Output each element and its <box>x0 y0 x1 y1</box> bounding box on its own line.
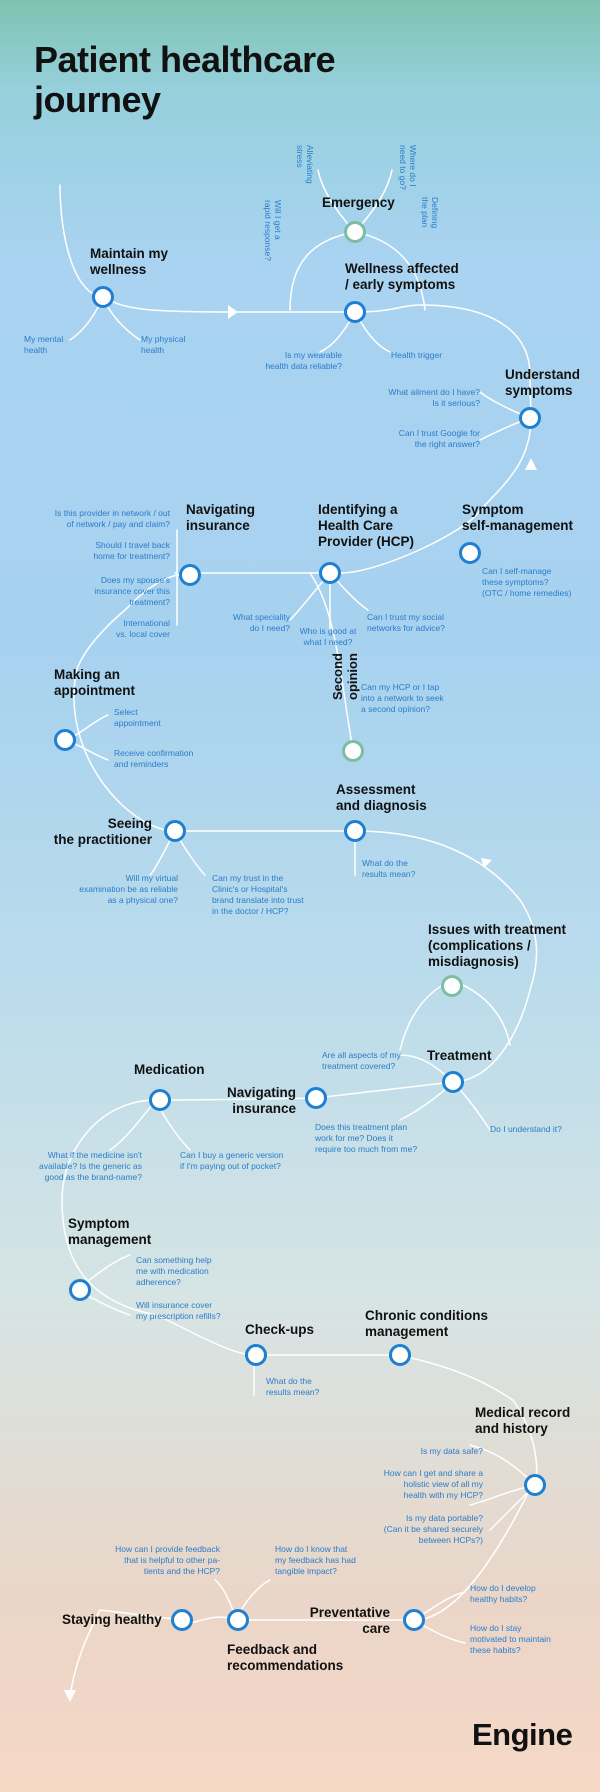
question-health-trigger: Health trigger <box>391 350 443 360</box>
question-need-to-go: Where do I need to go? <box>398 145 418 190</box>
question-refills: Will insurance cover my prescription refills? <box>136 1300 221 1321</box>
stage-feedback-label: Feedback and recommendations <box>227 1642 344 1673</box>
question-second-opinion: Can my HCP or I tap into a network to seek a second opinion? <box>361 682 444 714</box>
question-in-network: Is this provider in network / out of network / pay and claim? <box>54 508 170 529</box>
node-seeing <box>164 820 186 842</box>
node-maintain <box>92 286 114 308</box>
node-medical-record <box>524 1474 546 1496</box>
question-motivated: How do I stay motivated to maintain these habits? <box>470 1623 551 1655</box>
question-self-manage: Can I self-manage these symptoms? (OTC / home remedies) <box>482 566 572 598</box>
stage-identify-hcp-label: Identifying a Health Care Provider (HCP) <box>318 502 415 549</box>
question-medicine: What if the medicine isn't available? Is the generic as good as the brand-name? <box>38 1150 142 1182</box>
node-treatment <box>442 1071 464 1093</box>
question-data-safe: Is my data safe? <box>420 1446 483 1456</box>
insurance-q-branch <box>175 530 177 625</box>
question-trust-brand: Can my trust in the Clinic's or Hospital's brand translate into trust in the doctor / HCP? <box>212 873 304 916</box>
node-medication <box>149 1089 171 1111</box>
treatment-q-branch <box>400 1055 490 1130</box>
question-aspects: Are all aspects of my treatment covered? <box>322 1050 401 1071</box>
question-generic: Can I buy a generic version if I'm paying out of pocket? <box>180 1150 284 1171</box>
node-staying <box>171 1609 193 1631</box>
node-understand <box>519 407 541 429</box>
direction-arrow-3 <box>481 858 492 868</box>
question-confirmation: Receive confirmation and reminders <box>114 748 194 769</box>
stage-checkups-label: Check-ups <box>245 1322 315 1337</box>
direction-arrow-1 <box>228 305 238 319</box>
question-portable: Is my data portable? (Can it be shared securely between HCPs?) <box>383 1513 483 1545</box>
node-nav-insurance-1 <box>179 564 201 586</box>
question-speciality: What speciality do I need? <box>232 612 290 633</box>
question-habits: How do I develop healthy habits? <box>470 1583 536 1604</box>
stage-symptom-self-label: Symptom self-management <box>462 502 574 533</box>
node-feedback <box>227 1609 249 1631</box>
node-emergency <box>344 221 366 243</box>
question-google: Can I trust Google for the right answer? <box>398 428 480 449</box>
question-travel-back: Should I travel back home for treatment? <box>93 540 170 561</box>
stage-chronic-label: Chronic conditions management <box>365 1308 488 1339</box>
node-chronic <box>389 1344 411 1366</box>
node-symptom-self <box>459 542 481 564</box>
stage-emergency-label: Emergency <box>322 195 395 210</box>
question-international: International vs. local cover <box>116 618 170 639</box>
question-physical: My physical health <box>141 334 186 355</box>
question-feedback-help: How can I provide feedback that is helpful to other pa- tients and the HCP? <box>115 1544 220 1576</box>
stage-preventative-label: Preventative care <box>309 1605 390 1636</box>
stage-seeing-label: Seeing the practitioner <box>53 816 152 847</box>
question-understand-it: Do I understand it? <box>490 1124 562 1134</box>
question-alleviating: Alleviating stress <box>295 145 315 184</box>
question-defining: Defining the plan <box>420 197 440 229</box>
node-wellness-affected <box>344 301 366 323</box>
stage-medical-record-label: Medical record and history <box>475 1405 571 1436</box>
question-social: Can I trust my social networks for advice? <box>367 612 445 633</box>
node-issues <box>441 975 463 997</box>
question-rapid: Will I get a rapid response? <box>263 200 283 261</box>
stage-treatment-label: Treatment <box>427 1048 492 1063</box>
question-virtual: Will my virtual examination be as reliable as a physical one? <box>79 873 178 905</box>
node-second-opinion <box>342 740 364 762</box>
stage-issues-label: Issues with treatment (complications / misdiagnosis) <box>428 922 567 969</box>
node-checkups <box>245 1344 267 1366</box>
stage-understand-label: Understand symptoms <box>505 367 581 398</box>
node-appointment <box>54 729 76 751</box>
question-spouse: Does my spouse's insurance cover this treatment? <box>94 575 170 607</box>
question-wearable: Is my wearable health data reliable? <box>265 350 342 371</box>
stage-assessment-label: Assessment and diagnosis <box>336 782 427 813</box>
question-mental: My mental health <box>24 334 64 355</box>
stage-staying-label: Staying healthy <box>62 1612 162 1627</box>
stage-maintain-label: Maintain my wellness <box>90 246 169 277</box>
question-who-good: Who is good at what I need? <box>299 626 357 647</box>
medication-q-branch <box>110 1100 190 1150</box>
stage-appointment-label: Making an appointment <box>54 667 135 698</box>
journey-end-arrow <box>64 1690 76 1702</box>
question-results-1: What do the results mean? <box>362 858 416 879</box>
node-assessment <box>344 820 366 842</box>
node-symptom-mgmt <box>69 1279 91 1301</box>
question-share: How can I get and share a holistic view of all my health with my HCP? <box>383 1468 483 1500</box>
question-ailment: What ailment do I have? Is it serious? <box>388 387 480 408</box>
question-select-appt: Select appointment <box>114 707 161 728</box>
node-nav-insurance-2 <box>305 1087 327 1109</box>
page-title: Patient healthcare journey <box>34 39 336 120</box>
stage-nav-insurance-1-label: Navigating insurance <box>186 502 256 533</box>
question-adherence: Can something help me with medication adherence? <box>136 1255 212 1287</box>
stage-wellness-affected-label: Wellness affected / early symptoms <box>345 261 459 292</box>
question-plan-work: Does this treatment plan work for me? Does it require too much from me? <box>315 1122 418 1154</box>
direction-arrow-2 <box>525 458 537 470</box>
stage-second-opinion-label: Second opinion <box>330 653 360 700</box>
question-results-2: What do the results mean? <box>266 1376 320 1397</box>
node-identify-hcp <box>319 562 341 584</box>
stage-medication-label: Medication <box>134 1062 205 1077</box>
question-tangible: How do I know that my feedback has had tangible impact? <box>275 1544 356 1576</box>
node-preventative <box>403 1609 425 1631</box>
stage-nav-insurance-2-label: Navigating insurance <box>226 1085 296 1116</box>
stage-symptom-mgmt-label: Symptom management <box>68 1216 152 1247</box>
engine-logo: Engine <box>472 1717 573 1752</box>
